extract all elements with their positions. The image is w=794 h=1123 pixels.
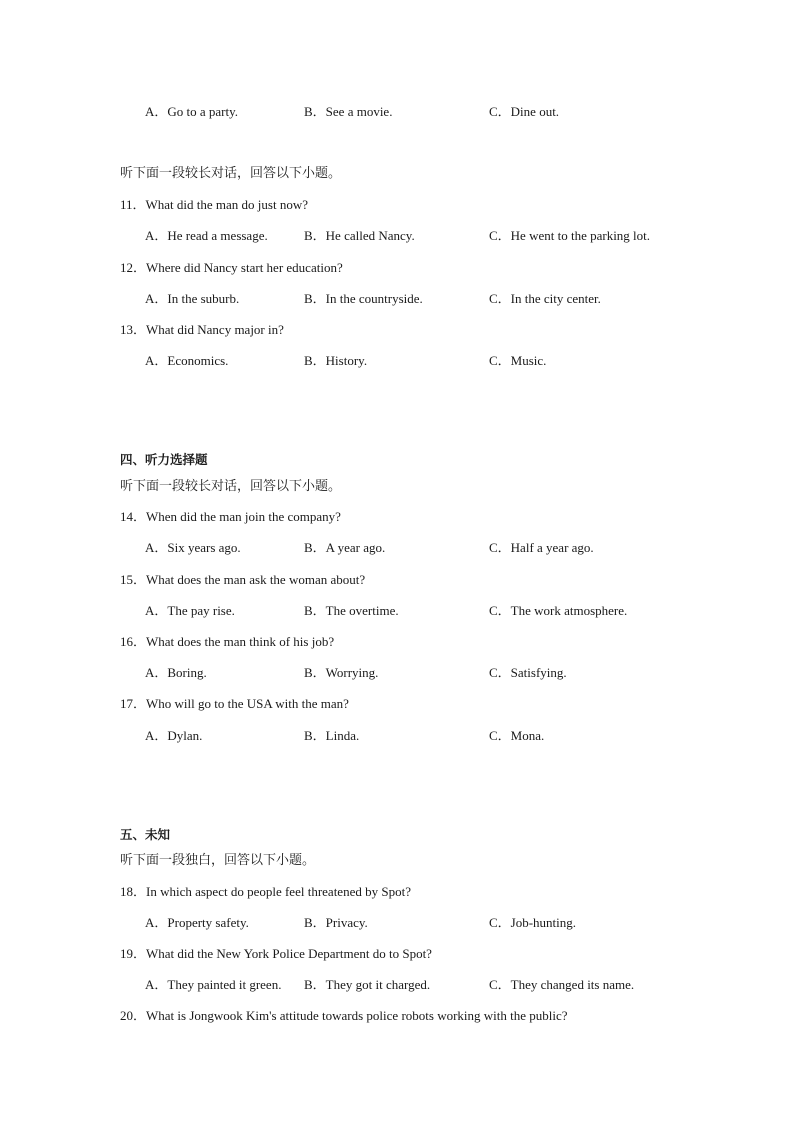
option-c: C．Mona. xyxy=(489,728,545,743)
option-row xyxy=(0,601,794,621)
option-a: A．Property safety. xyxy=(145,915,249,930)
option-a: A．He read a message. xyxy=(145,228,268,243)
option-b: B．In the countryside. xyxy=(304,291,423,306)
option-b: B．History. xyxy=(304,353,368,368)
option-b: B．See a movie. xyxy=(304,104,393,119)
option-row xyxy=(0,538,794,558)
question-11: 11．What did the man do just now? xyxy=(120,197,308,212)
option-a: A．The pay rise. xyxy=(145,603,235,618)
option-a: A．They painted it green. xyxy=(145,977,282,992)
option-a: A．Dylan. xyxy=(145,728,203,743)
option-c: C．Half a year ago. xyxy=(489,540,594,555)
question-18: 18．In which aspect do people feel threatened by Spot? xyxy=(120,884,411,899)
option-a: A．Go to a party. xyxy=(145,104,239,119)
question-14: 14．When did the man join the company? xyxy=(120,509,341,524)
option-c: C．They changed its name. xyxy=(489,977,635,992)
option-row xyxy=(0,289,794,309)
question-15: 15．What does the man ask the woman about? xyxy=(120,572,366,587)
question-19: 19．What did the New York Police Department do to Spot? xyxy=(120,946,432,961)
option-b: B．They got it charged. xyxy=(304,977,431,992)
option-b: B．Worrying. xyxy=(304,665,379,680)
option-row xyxy=(0,913,794,933)
question-17: 17．Who will go to the USA with the man? xyxy=(120,696,349,711)
option-c: C．Music. xyxy=(489,353,547,368)
option-c: C．Dine out. xyxy=(489,104,560,119)
option-row xyxy=(0,351,794,371)
instruction: 听下面一段较长对话，回答以下小题。 xyxy=(120,479,342,494)
question-16: 16．What does the man think of his job? xyxy=(120,634,335,649)
option-b: B．Linda. xyxy=(304,728,360,743)
option-row xyxy=(0,663,794,683)
option-b: B．Privacy. xyxy=(304,915,368,930)
question-13: 13．What did Nancy major in? xyxy=(120,322,284,337)
option-a: A．Economics. xyxy=(145,353,229,368)
option-row xyxy=(0,975,794,995)
option-c: C．The work atmosphere. xyxy=(489,603,628,618)
option-c: C．He went to the parking lot. xyxy=(489,228,651,243)
option-row xyxy=(0,726,794,746)
question-20: 20．What is Jongwook Kim's attitude towards police robots working with the public? xyxy=(120,1008,568,1023)
section-heading: 四、听力选择题 xyxy=(120,452,208,467)
option-c: C．Satisfying. xyxy=(489,665,567,680)
instruction: 听下面一段较长对话，回答以下小题。 xyxy=(120,166,342,181)
option-a: A．In the suburb. xyxy=(145,291,240,306)
option-a: A．Boring. xyxy=(145,665,207,680)
option-b: B．He called Nancy. xyxy=(304,228,415,243)
option-c: C．In the city center. xyxy=(489,291,601,306)
question-12: 12．Where did Nancy start her education? xyxy=(120,260,343,275)
option-b: B．The overtime. xyxy=(304,603,399,618)
option-a: A．Six years ago. xyxy=(145,540,241,555)
instruction: 听下面一段独白，回答以下小题。 xyxy=(120,853,316,868)
option-b: B．A year ago. xyxy=(304,540,386,555)
option-row xyxy=(0,102,794,122)
option-row xyxy=(0,226,794,246)
option-c: C．Job-hunting. xyxy=(489,915,577,930)
section-heading: 五、未知 xyxy=(120,827,171,842)
